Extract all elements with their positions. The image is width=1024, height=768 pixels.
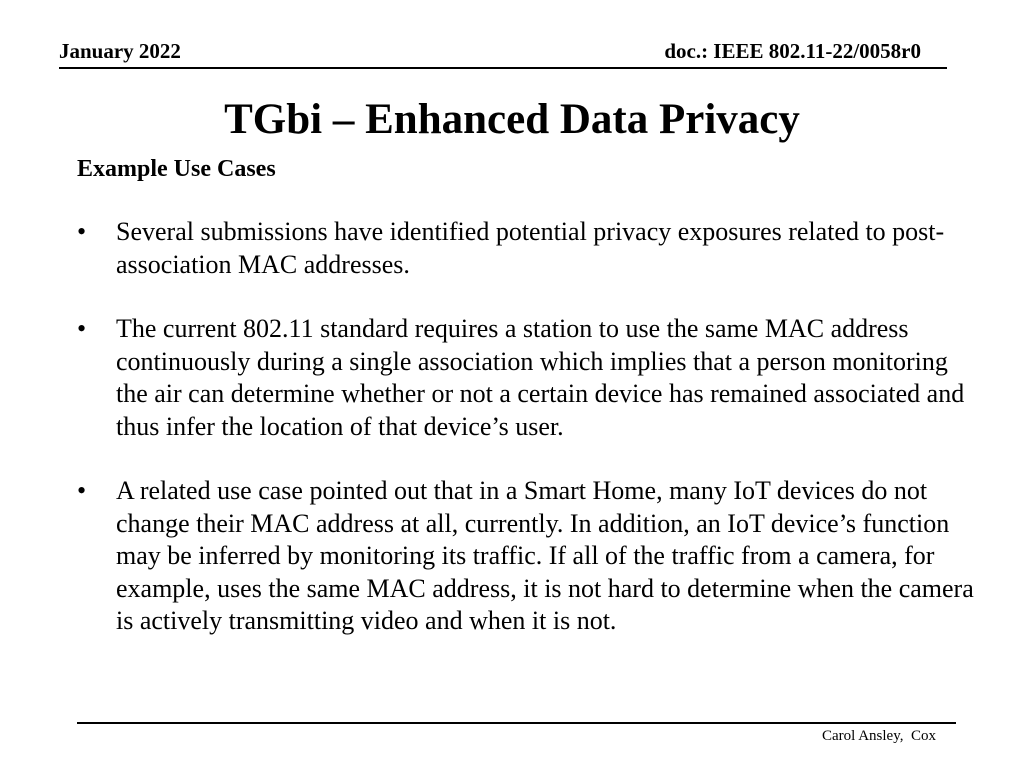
header-divider [59, 67, 947, 69]
bullet-marker: • [77, 476, 87, 505]
bullet-text: The current 802.11 standard requires a station to use the same MAC address continuously during a single association which implies that a person monitoring the air can determine whether or not a certain device has remained associated and thus infer the location of that device’s user. [116, 314, 965, 441]
document-id: doc.: IEEE 802.11-22/0058r0 [664, 39, 921, 63]
section-subheading: Example Use Cases [77, 156, 276, 182]
bullet-item [77, 313, 982, 443]
header-date: January 2022 [59, 39, 181, 63]
bullet-text: A related use case pointed out that in a Smart Home, many IoT devices do not change their MAC address at all, currently. In addition, an IoT device’s function may be inferred by monitoring its traffic. If all of the traffic from a camera, for example, uses the same MAC address, it is not hard to determine when the camera is actively transmitting video and when it is not. [116, 476, 974, 635]
bullet-item [77, 216, 982, 281]
slide-title: TGbi – Enhanced Data Privacy [224, 96, 800, 143]
bullet-list [77, 216, 982, 670]
footer-divider [77, 722, 956, 724]
bullet-marker: • [77, 217, 87, 246]
bullet-text: Several submissions have identified potential privacy exposures related to post-association MAC addresses. [116, 217, 945, 279]
bullet-item [77, 475, 982, 638]
bullet-marker: • [77, 314, 87, 343]
footer-author: Carol Ansley, Cox [821, 728, 936, 744]
